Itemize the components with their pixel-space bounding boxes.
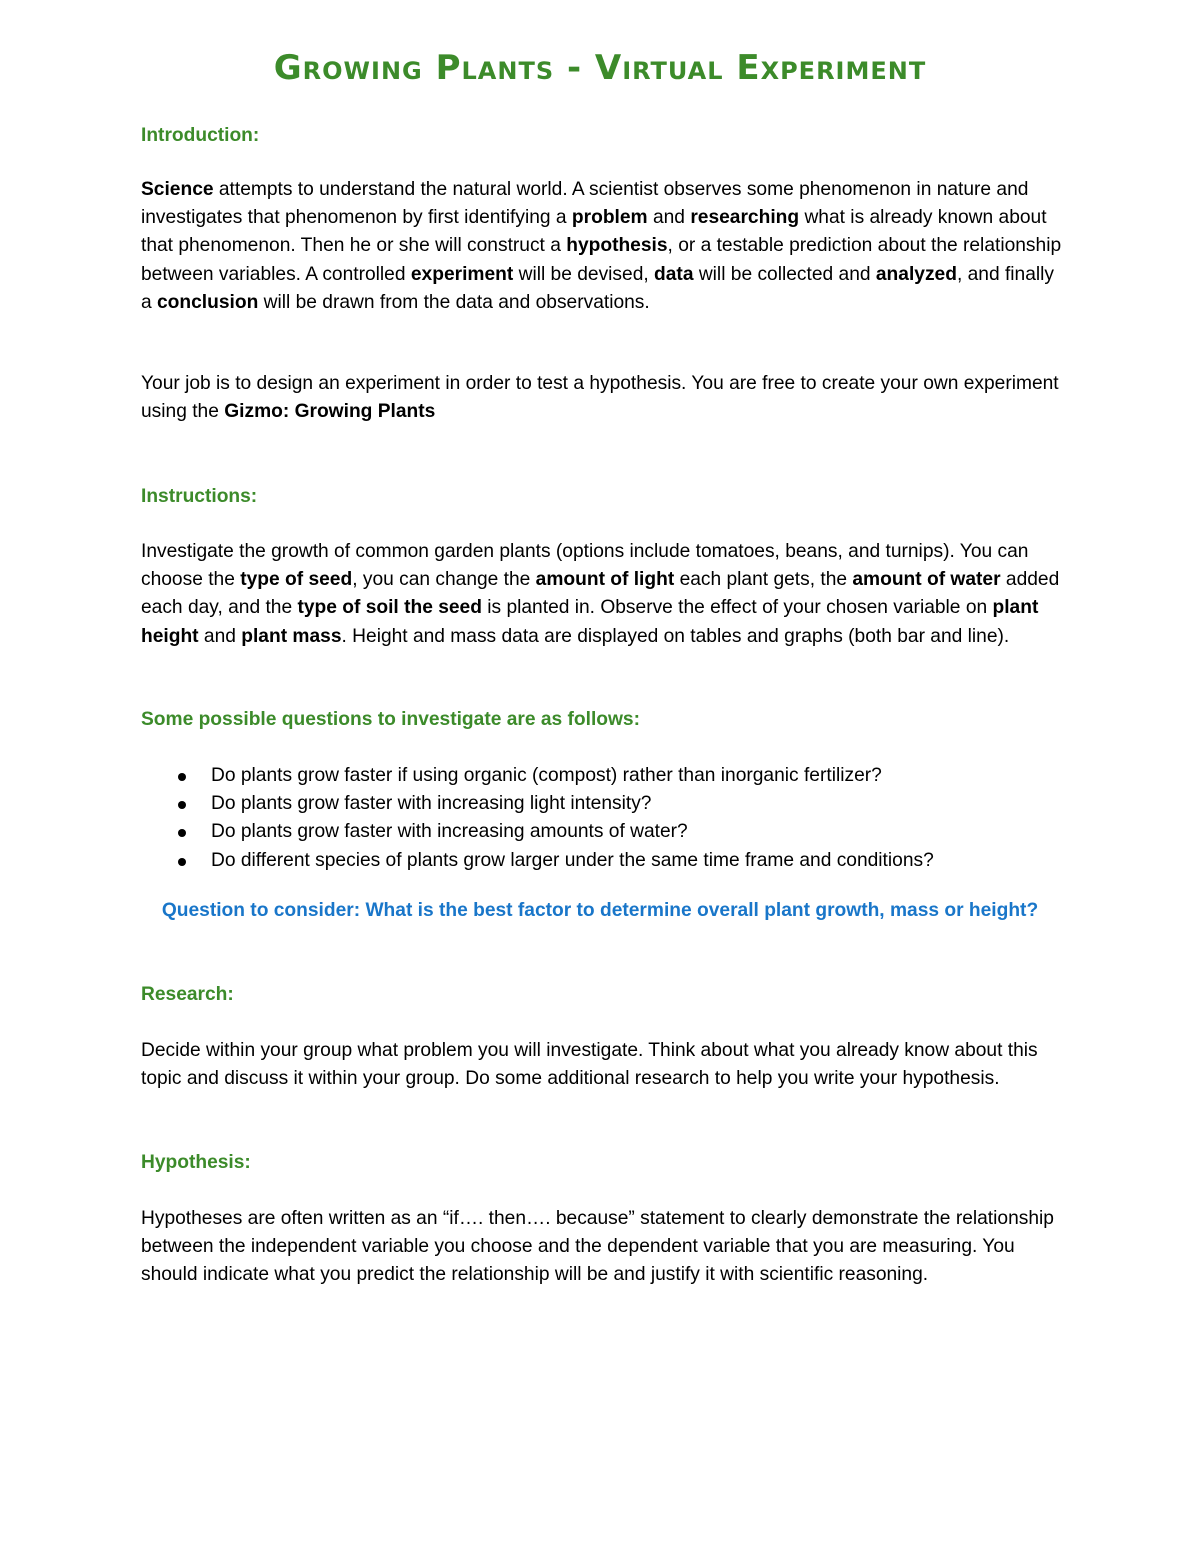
bold-term: analyzed bbox=[875, 263, 957, 285]
text-run: Your job is to design an experiment in order to test a hypothesis. You are free to create your own experiment using the bbox=[141, 373, 1059, 423]
instructions-paragraph bbox=[141, 538, 1066, 651]
text-run: is planted in. Observe the effect of your chosen variable on bbox=[481, 597, 993, 619]
questions-list bbox=[141, 762, 1066, 875]
page-title: Growing Plants - Virtual Experiment bbox=[273, 48, 927, 88]
introduction-paragraph-2 bbox=[141, 370, 1066, 426]
text-run: will be drawn from the data and observations. bbox=[258, 291, 650, 313]
bold-term: amount of water bbox=[852, 569, 1001, 591]
text-run: and bbox=[198, 625, 242, 647]
questions-heading: Some possible questions to investigate are as follows: bbox=[141, 709, 640, 730]
introduction-heading: Introduction: bbox=[141, 125, 260, 146]
text-run: attempts to understand the natural world. A scientist observes some phenomenon in nature and investigates that phenomenon by first identifying a bbox=[141, 179, 1029, 229]
bold-term: type of soil the seed bbox=[297, 597, 482, 619]
text-run: added each day, and the bbox=[141, 569, 1060, 619]
bullet-icon bbox=[178, 773, 186, 781]
text-run: . Height and mass data are displayed on tables and graphs (both bar and line). bbox=[341, 625, 1010, 647]
introduction-paragraph-1 bbox=[141, 176, 1066, 317]
bold-term: plant height bbox=[141, 597, 1039, 647]
bold-term: plant mass bbox=[241, 625, 342, 647]
list-item bbox=[141, 762, 1066, 790]
bold-term: problem bbox=[571, 207, 648, 229]
text-run: each plant gets, the bbox=[674, 569, 853, 591]
list-item bbox=[141, 790, 1066, 818]
text-run: will be collected and bbox=[693, 263, 876, 285]
instructions-heading: Instructions: bbox=[141, 486, 258, 507]
list-item bbox=[141, 847, 1066, 875]
bold-term: amount of light bbox=[535, 569, 675, 591]
list-item bbox=[141, 818, 1066, 846]
text-run: will be devised, bbox=[513, 263, 655, 285]
bullet-icon bbox=[178, 801, 186, 809]
bold-term: Science bbox=[141, 179, 214, 200]
hypothesis-heading: Hypothesis: bbox=[141, 1152, 251, 1173]
question-to-consider: Question to consider: What is the best factor to determine overall plant growth, mass or height? bbox=[161, 900, 1039, 921]
text-run: , and finally a bbox=[141, 263, 1054, 313]
research-paragraph: Decide within your group what problem you will investigate. Think about what you already know about this topic and discuss it within your group. Do some additional research to help you write your hypothesis. bbox=[141, 1040, 1038, 1090]
bold-term: data bbox=[654, 263, 694, 285]
bold-term: Gizmo: Growing Plants bbox=[224, 401, 436, 423]
bold-term: experiment bbox=[410, 263, 514, 285]
list-item-text: Do plants grow faster with increasing light intensity? bbox=[211, 793, 652, 815]
list-item-text: Do plants grow faster if using organic (compost) rather than inorganic fertilizer? bbox=[211, 765, 882, 786]
bold-term: type of seed bbox=[240, 569, 353, 591]
bold-term: researching bbox=[690, 207, 800, 229]
bold-term: hypothesis bbox=[566, 235, 668, 257]
list-item-text: Do different species of plants grow larger under the same time frame and conditions? bbox=[211, 849, 934, 871]
text-run: and bbox=[647, 207, 691, 229]
text-run: what is already known about that phenomenon. Then he or she will construct a bbox=[141, 207, 1047, 257]
list-item-text: Do plants grow faster with increasing amounts of water? bbox=[211, 821, 688, 843]
bullet-icon bbox=[178, 829, 186, 837]
bullet-icon bbox=[178, 858, 186, 866]
text-run: , or a testable prediction about the relationship between variables. A controlled bbox=[141, 235, 1062, 285]
bold-term: conclusion bbox=[157, 291, 259, 313]
text-run: Investigate the growth of common garden plants (options include tomatoes, beans, and turnips). You can choose the bbox=[141, 541, 1029, 591]
research-heading: Research: bbox=[141, 984, 234, 1005]
hypothesis-paragraph: Hypotheses are often written as an “if…. then…. because” statement to clearly demonstrate the relationship between the independent variable you choose and the dependent variable that you are measuring. You should indicate what you predict the relationship will be and justify it with scientific reasoning. bbox=[141, 1208, 1054, 1286]
text-run: , you can change the bbox=[352, 569, 536, 591]
